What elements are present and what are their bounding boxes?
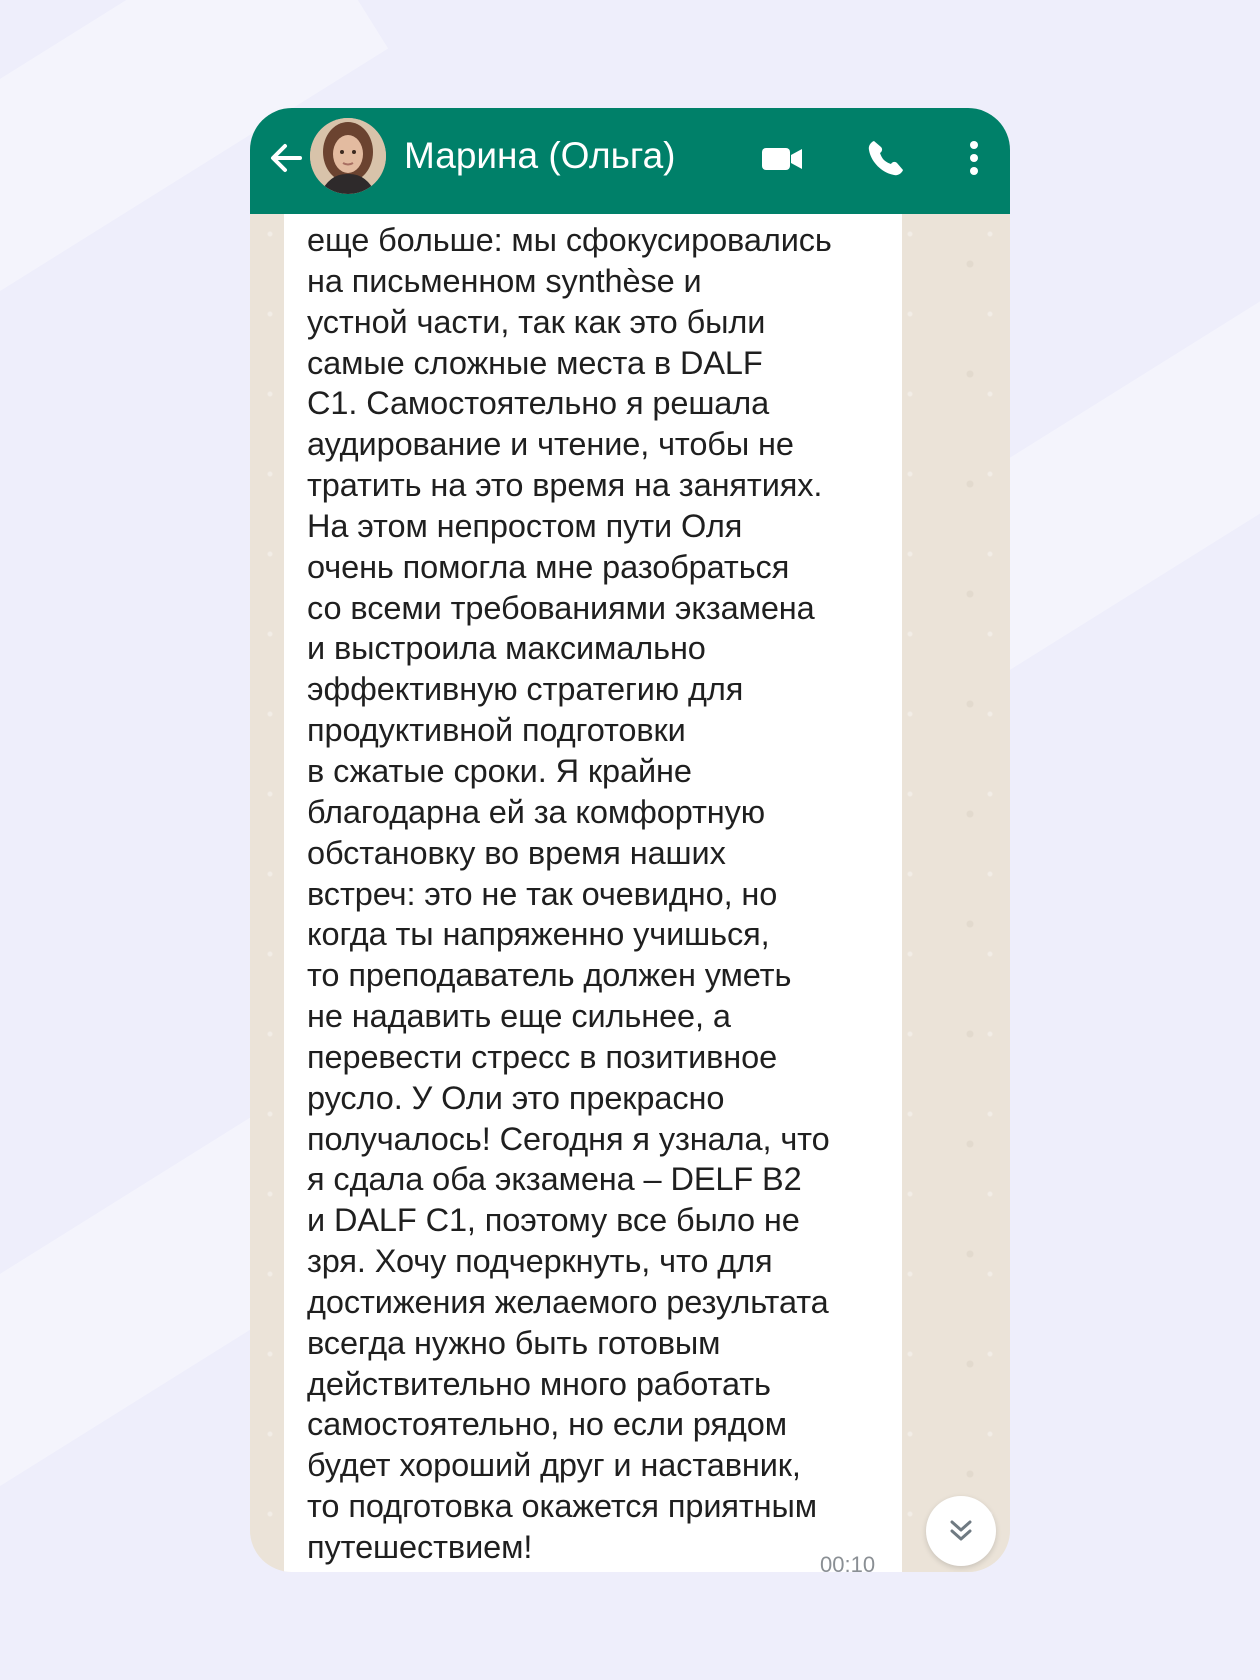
phone-icon[interactable] [862, 134, 910, 182]
double-chevron-down-icon [945, 1515, 977, 1547]
arrow-left-icon[interactable] [264, 136, 308, 180]
avatar[interactable] [310, 118, 386, 194]
scroll-to-bottom-button[interactable] [926, 1496, 996, 1566]
more-vertical-icon[interactable] [950, 134, 998, 182]
chat-window [250, 108, 1010, 1572]
message-text: еще больше: мы сфокусировались на письменном synthèse и устной части, так как это были самые сложные места в DALF C1. Самостоятельно я решала аудирование и чтение, чтобы не тратить на это время на занятиях. На этом непростом пути Оля очень помогла мне разобраться со всеми требованиями экзамена и выстроила максимально эффективную стратегию для продуктивной подготовки в сжатые сроки. Я крайне благодарна ей за комфортную обстановку во время наших встреч: это не так очевидно, но когда ты напряженно учишься, то преподаватель должен уметь не надавить еще сильнее, а перевести стресс в позитивное русло. У Оли это прекрасно получалось! Сегодня я узнала, что я сдала оба экзамена – DELF B2 и DALF C1, поэтому все было не зря. Хочу подчеркнуть, что для достижения желаемого результата всегда нужно быть готовым действительно много работать самостоятельно, но если рядом будет хороший друг и наставник, то подготовка окажется приятным путешествием! [307, 222, 832, 1565]
contact-name[interactable]: Марина (Ольга) [404, 135, 676, 176]
chat-header [250, 108, 1010, 214]
message-timestamp: 00:10 [820, 1552, 876, 1572]
video-camera-icon[interactable] [758, 134, 806, 182]
